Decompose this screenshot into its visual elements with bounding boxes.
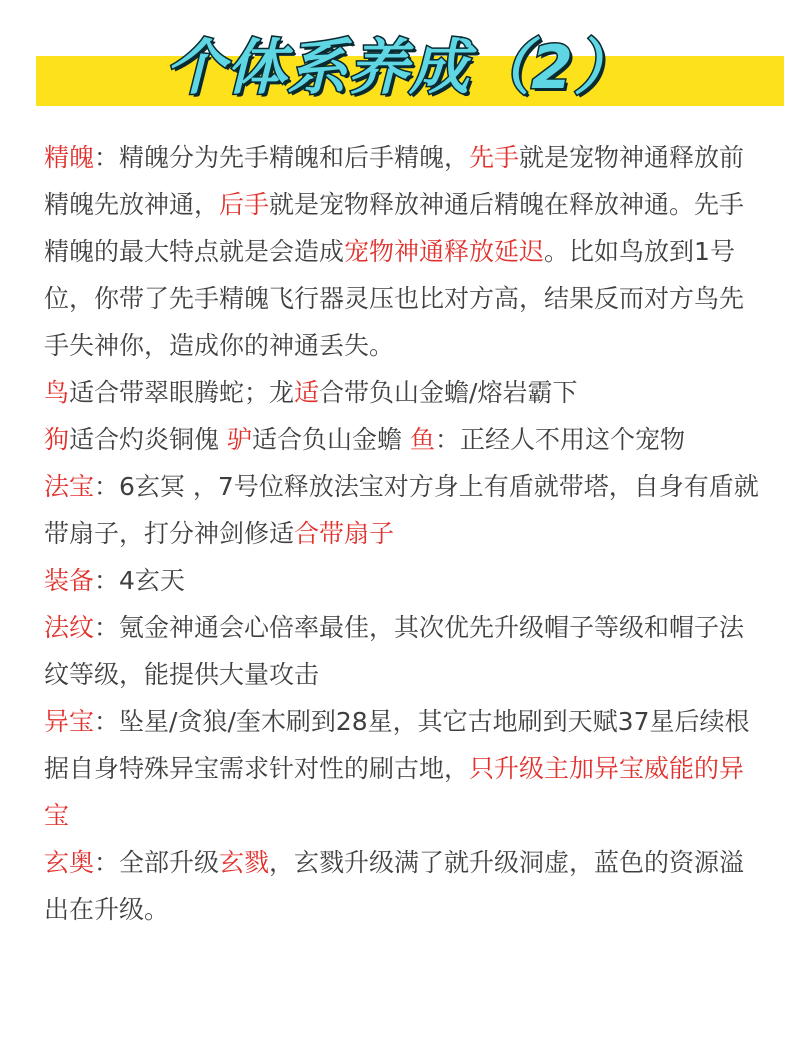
keyword-fawen: 法纹 [44, 613, 95, 642]
keyword-upgrade-main: 只升级主加异宝威能的异宝 [44, 754, 745, 830]
paragraph-fabao [44, 463, 764, 557]
text-segment: ：正经人不用这个宠物 [434, 425, 685, 454]
text-segment: 适合带翠眼腾蛇；龙 [69, 378, 295, 407]
paragraph-dog-donkey-fish [44, 416, 764, 463]
text-segment: ：精魄分为先手精魄和后手精魄， [94, 143, 470, 172]
text-segment: 适合灼炎铜傀 [69, 425, 227, 454]
keyword-bird: 鸟 [44, 378, 70, 407]
keyword-dog: 狗 [44, 425, 70, 454]
text-segment: ：氪金神通会心倍率最佳，其次优先升级帽子等级和帽子法纹等级，能提供大量攻击 [44, 613, 745, 689]
keyword-fan: 合带扇子 [294, 519, 395, 548]
text-segment: 就是宠物神通释放前精魄先放神通， [44, 143, 745, 219]
paragraph-xuanao [44, 839, 764, 933]
paragraph-fawen [44, 604, 764, 698]
text-segment: 就是宠物释放神通后精魄在释放神通。先手精魄的最大特点就是会造成 [44, 190, 745, 266]
paragraph-yibao [44, 698, 764, 839]
text-segment: 。比如鸟放到1号位，你带了先手精魄飞行器灵压也比对方高，结果反而对方鸟先手失神你，造成你的神通丢失。 [44, 237, 745, 360]
keyword-shi: 适 [294, 378, 320, 407]
paragraph-jingpo [44, 134, 764, 369]
text-segment: ：4玄天 [94, 566, 185, 595]
keyword-delay: 宠物神通释放延迟 [344, 237, 545, 266]
paragraph-equipment [44, 557, 764, 604]
text-segment: ：坠星/贪狼/奎木刷到28星，其它古地刷到天赋37星后续根据自身特殊异宝需求针对性的刷古地， [44, 707, 750, 783]
text-segment: ：全部升级 [94, 848, 220, 877]
paragraph-bird-dragon [44, 369, 764, 416]
keyword-donkey: 驴 [226, 425, 252, 454]
keyword-xuanao: 玄奥 [44, 848, 95, 877]
keyword-xianshou: 先手 [469, 143, 520, 172]
text-segment: ：6玄冥 ，7号位释放法宝对方身上有盾就带塔，自身有盾就带扇子，打分神剑修适 [44, 472, 759, 548]
keyword-houshou: 后手 [219, 190, 270, 219]
keyword-yibao: 异宝 [44, 707, 95, 736]
page-title: 个体系养成（2） [165, 33, 635, 103]
text-segment: ，玄戮升级满了就升级洞虚，蓝色的资源溢出在升级。 [44, 848, 745, 924]
keyword-equipment: 装备 [44, 566, 95, 595]
text-segment: 适合负山金蟾 [251, 425, 410, 454]
article-body [44, 134, 764, 933]
keyword-fish: 鱼 [409, 425, 435, 454]
keyword-fabao: 法宝 [44, 472, 95, 501]
text-segment: 合带负山金蟾/熔岩霸下 [319, 378, 578, 407]
keyword-jingpo: 精魄 [44, 143, 95, 172]
keyword-xuanlu: 玄戮 [219, 848, 270, 877]
